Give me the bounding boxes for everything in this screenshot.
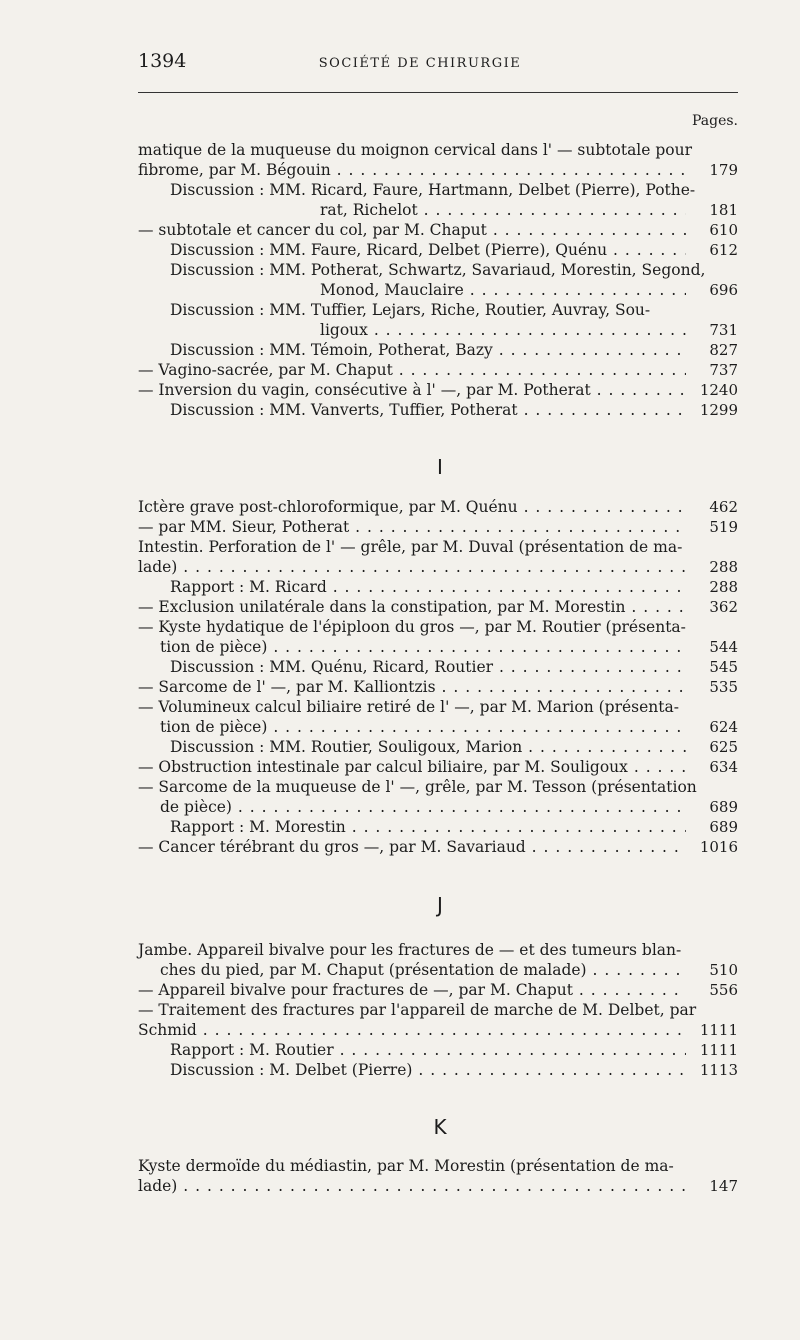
index-line: Discussion : MM. Ricard, Faure, Hartmann, Delbet (Pierre), Pothe- (170, 181, 696, 199)
page-ref: 1016 (699, 838, 738, 856)
page-ref: 556 (709, 981, 738, 999)
index-line: Rapport : M. Morestin . . . 689 (138, 817, 738, 837)
page-ref: 545 (709, 658, 738, 676)
section-h-entries (138, 140, 738, 420)
index-line: Discussion : M. Delbet (Pierre) . . . 1113 (138, 1060, 738, 1080)
index-line: — Sarcome de la muqueuse de l' —, grêle, par M. Tesson (présentation (138, 778, 697, 796)
page-ref: 625 (709, 738, 738, 756)
section-letter-k: K (433, 1115, 447, 1139)
index-line: Discussion : MM. Faure, Ricard, Delbet (Pierre), Quénu . . . 612 (138, 240, 738, 260)
section-k-entries (138, 1156, 738, 1196)
running-title: SOCIÉTÉ DE CHIRURGIE (318, 56, 522, 71)
page-ref: 731 (709, 321, 738, 339)
page-ref: 689 (709, 798, 738, 816)
page-number: 1394 (138, 50, 187, 72)
page-ref: 624 (709, 718, 738, 736)
index-line: rat, Richelot . . . 181 (138, 200, 738, 220)
header-rule (138, 92, 738, 93)
section-j-entries (138, 940, 738, 1080)
index-line: Discussion : MM. Vanverts, Tuffier, Potherat . . . 1299 (138, 400, 738, 420)
section-letter-j: J (437, 893, 443, 917)
index-line: de pièce) . . . 689 (138, 797, 738, 817)
index-line: Discussion : MM. Quénu, Ricard, Routier . . . 545 (138, 657, 738, 677)
index-line: — subtotale et cancer du col, par M. Chaput . . . 610 (138, 220, 738, 240)
index-line: Rapport : M. Routier . . . 1111 (138, 1040, 738, 1060)
page-ref: 1240 (699, 381, 738, 399)
index-line: — Sarcome de l' —, par M. Kalliontzis . . . 535 (138, 677, 738, 697)
index-line: — Traitement des fractures par l'appareil de marche de M. Delbet, par (138, 1001, 697, 1019)
section-i-entries (138, 497, 738, 857)
page-ref: 288 (709, 578, 738, 596)
index-line: ligoux . . . 731 (138, 320, 738, 340)
page-ref: 1113 (699, 1061, 738, 1079)
section-letter-i: I (437, 455, 443, 479)
index-line: matique de la muqueuse du moignon cervical dans l' — subtotale pour (138, 141, 693, 159)
index-line: Kyste dermoïde du médiastin, par M. Morestin (présentation de ma- (138, 1157, 674, 1175)
page-ref: 362 (709, 598, 738, 616)
index-line: Schmid . . . 1111 (138, 1020, 738, 1040)
index-line: — Inversion du vagin, consécutive à l' —, par M. Potherat . . . 1240 (138, 380, 738, 400)
index-line: — Vagino-sacrée, par M. Chaput . . . 737 (138, 360, 738, 380)
index-line: tion de pièce) . . . 624 (138, 717, 738, 737)
page-ref: 689 (709, 818, 738, 836)
page-ref: 288 (709, 558, 738, 576)
pages-column-label: Pages. (691, 113, 738, 129)
page-ref: 179 (709, 161, 738, 179)
index-line: Intestin. Perforation de l' — grêle, par M. Duval (présentation de ma- (138, 538, 683, 556)
index-line: lade) . . . 147 (138, 1176, 738, 1196)
index-line: — Exclusion unilatérale dans la constipation, par M. Morestin . . . 362 (138, 597, 738, 617)
index-line: — Cancer térébrant du gros —, par M. Savariaud . . . 1016 (138, 837, 738, 857)
page-ref: 462 (709, 498, 738, 516)
index-line: Discussion : MM. Témoin, Potherat, Bazy . . . 827 (138, 340, 738, 360)
page-ref: 1111 (699, 1041, 738, 1059)
index-line: Rapport : M. Ricard . . . 288 (138, 577, 738, 597)
index-line: — Obstruction intestinale par calcul biliaire, par M. Souligoux . . . 634 (138, 757, 738, 777)
index-line: Monod, Mauclaire . . . 696 (138, 280, 738, 300)
page-ref: 519 (709, 518, 738, 536)
index-line: Jambe. Appareil bivalve pour les fractures de — et des tumeurs blan- (138, 941, 682, 959)
index-line: Discussion : MM. Tuffier, Lejars, Riche, Routier, Auvray, Sou- (170, 301, 651, 319)
page-ref: 1111 (699, 1021, 738, 1039)
index-line: — par MM. Sieur, Potherat . . . 519 (138, 517, 738, 537)
index-line: lade) . . . 288 (138, 557, 738, 577)
index-line: — Appareil bivalve pour fractures de —, par M. Chaput . . . 556 (138, 980, 738, 1000)
page-ref: 147 (709, 1177, 738, 1195)
page-ref: 696 (709, 281, 738, 299)
page-ref: 634 (709, 758, 738, 776)
index-line: Discussion : MM. Potherat, Schwartz, Savariaud, Morestin, Segond, (170, 261, 706, 279)
page-ref: 1299 (699, 401, 738, 419)
page-ref: 510 (709, 961, 738, 979)
page-ref: 544 (709, 638, 738, 656)
index-line: Discussion : MM. Routier, Souligoux, Marion . . . 625 (138, 737, 738, 757)
index-line: tion de pièce) . . . 544 (138, 637, 738, 657)
page-ref: 181 (709, 201, 738, 219)
page-ref: 535 (709, 678, 738, 696)
index-line: ches du pied, par M. Chaput (présentation de malade) . . . 510 (138, 960, 738, 980)
index-line: — Volumineux calcul biliaire retiré de l' —, par M. Marion (présenta- (138, 698, 679, 716)
page-ref: 610 (709, 221, 738, 239)
index-line: Ictère grave post-chloroformique, par M. Quénu . . . 462 (138, 497, 738, 517)
page-ref: 827 (709, 341, 738, 359)
page-ref: 612 (709, 241, 738, 259)
index-line: — Kyste hydatique de l'épiploon du gros —, par M. Routier (présenta- (138, 618, 686, 636)
index-line: fibrome, par M. Bégouin . . . 179 (138, 160, 738, 180)
page-ref: 737 (709, 361, 738, 379)
